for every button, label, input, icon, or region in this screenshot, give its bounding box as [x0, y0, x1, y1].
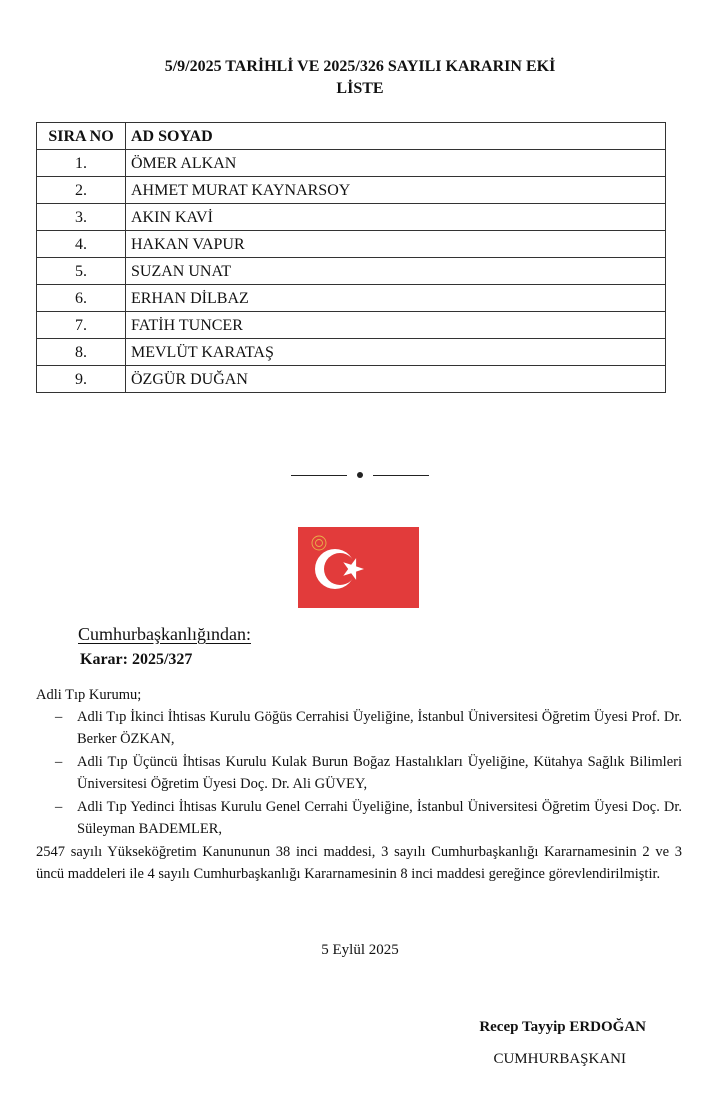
table-row — [37, 285, 666, 312]
row-name: AHMET MURAT KAYNARSOY — [126, 177, 666, 204]
row-number: 5. — [37, 258, 126, 285]
appointment-text: Adli Tıp İkinci İhtisas Kurulu Göğüs Cerrahisi Üyeliğine, İstanbul Üniversitesi Öğretim Üyesi Prof. Dr. Berker ÖZKAN, — [77, 709, 682, 747]
name-list-table — [36, 122, 666, 393]
row-number: 4. — [37, 231, 126, 258]
list-item — [36, 751, 682, 795]
row-name: MEVLÜT KARATAŞ — [126, 339, 666, 366]
decree-closing: 2547 sayılı Yükseköğretim Kanununun 38 inci maddesi, 3 sayılı Cumhurbaşkanlığı Kararnamesinin 2 ve 3 üncü maddeleri ile 4 sayılı Cumhurbaşkanlığı Kararnamesinin 8 inci maddesi gereğince görevlendirilmiştir. — [36, 844, 682, 882]
annex-subtitle: LİSTE — [336, 80, 384, 97]
list-item — [36, 706, 682, 750]
dash-marker: – — [55, 754, 63, 770]
decree-number: Karar: 2025/327 — [80, 651, 193, 668]
table-row — [37, 366, 666, 393]
column-header-no: SIRA NO — [37, 123, 126, 150]
row-number: 7. — [37, 312, 126, 339]
decree-issuer: Cumhurbaşkanlığından: — [78, 624, 251, 644]
table-row — [37, 177, 666, 204]
appointment-list — [36, 706, 682, 840]
decree-body — [36, 684, 682, 885]
row-name: ERHAN DİLBAZ — [126, 285, 666, 312]
table-row — [37, 231, 666, 258]
table-row — [37, 258, 666, 285]
dash-marker: – — [55, 799, 63, 815]
section-divider — [0, 472, 720, 478]
row-name: AKIN KAVİ — [126, 204, 666, 231]
row-number: 6. — [37, 285, 126, 312]
table-row — [37, 339, 666, 366]
row-name: HAKAN VAPUR — [126, 231, 666, 258]
annex-title: 5/9/2025 TARİHLİ VE 2025/326 SAYILI KARARIN EKİ — [164, 58, 556, 75]
table-header-row — [37, 123, 666, 150]
column-header-name: AD SOYAD — [126, 123, 666, 150]
dash-marker: – — [55, 709, 63, 725]
table-row — [37, 312, 666, 339]
decree-date: 5 Eylül 2025 — [321, 942, 399, 958]
signer-name: Recep Tayyip ERDOĞAN — [479, 1019, 646, 1035]
appointment-text: Adli Tıp Yedinci İhtisas Kurulu Genel Cerrahi Üyeliğine, İstanbul Üniversitesi Öğretim Üyesi Doç. Dr. Süleyman BADEMLER, — [77, 799, 682, 837]
row-name: SUZAN UNAT — [126, 258, 666, 285]
table-row — [37, 204, 666, 231]
row-number: 8. — [37, 339, 126, 366]
signer-title: CUMHURBAŞKANI — [493, 1051, 626, 1067]
row-name: ÖZGÜR DUĞAN — [126, 366, 666, 393]
row-number: 1. — [37, 150, 126, 177]
decree-intro: Adli Tıp Kurumu; — [36, 687, 142, 703]
divider-line-right — [373, 475, 429, 476]
divider-line-left — [291, 475, 347, 476]
appointment-text: Adli Tıp Üçüncü İhtisas Kurulu Kulak Burun Boğaz Hastalıkları Üyeliğine, Kütahya Sağlık Bilimleri Üniversitesi Öğretim Üyesi Doç. Dr. Ali GÜVEY, — [77, 754, 682, 792]
row-number: 3. — [37, 204, 126, 231]
row-name: ÖMER ALKAN — [126, 150, 666, 177]
row-name: FATİH TUNCER — [126, 312, 666, 339]
turkish-flag-icon — [298, 527, 419, 608]
row-number: 9. — [37, 366, 126, 393]
divider-dot — [357, 472, 363, 478]
annex-heading — [0, 56, 720, 100]
row-number: 2. — [37, 177, 126, 204]
list-item — [36, 796, 682, 840]
table-row — [37, 150, 666, 177]
